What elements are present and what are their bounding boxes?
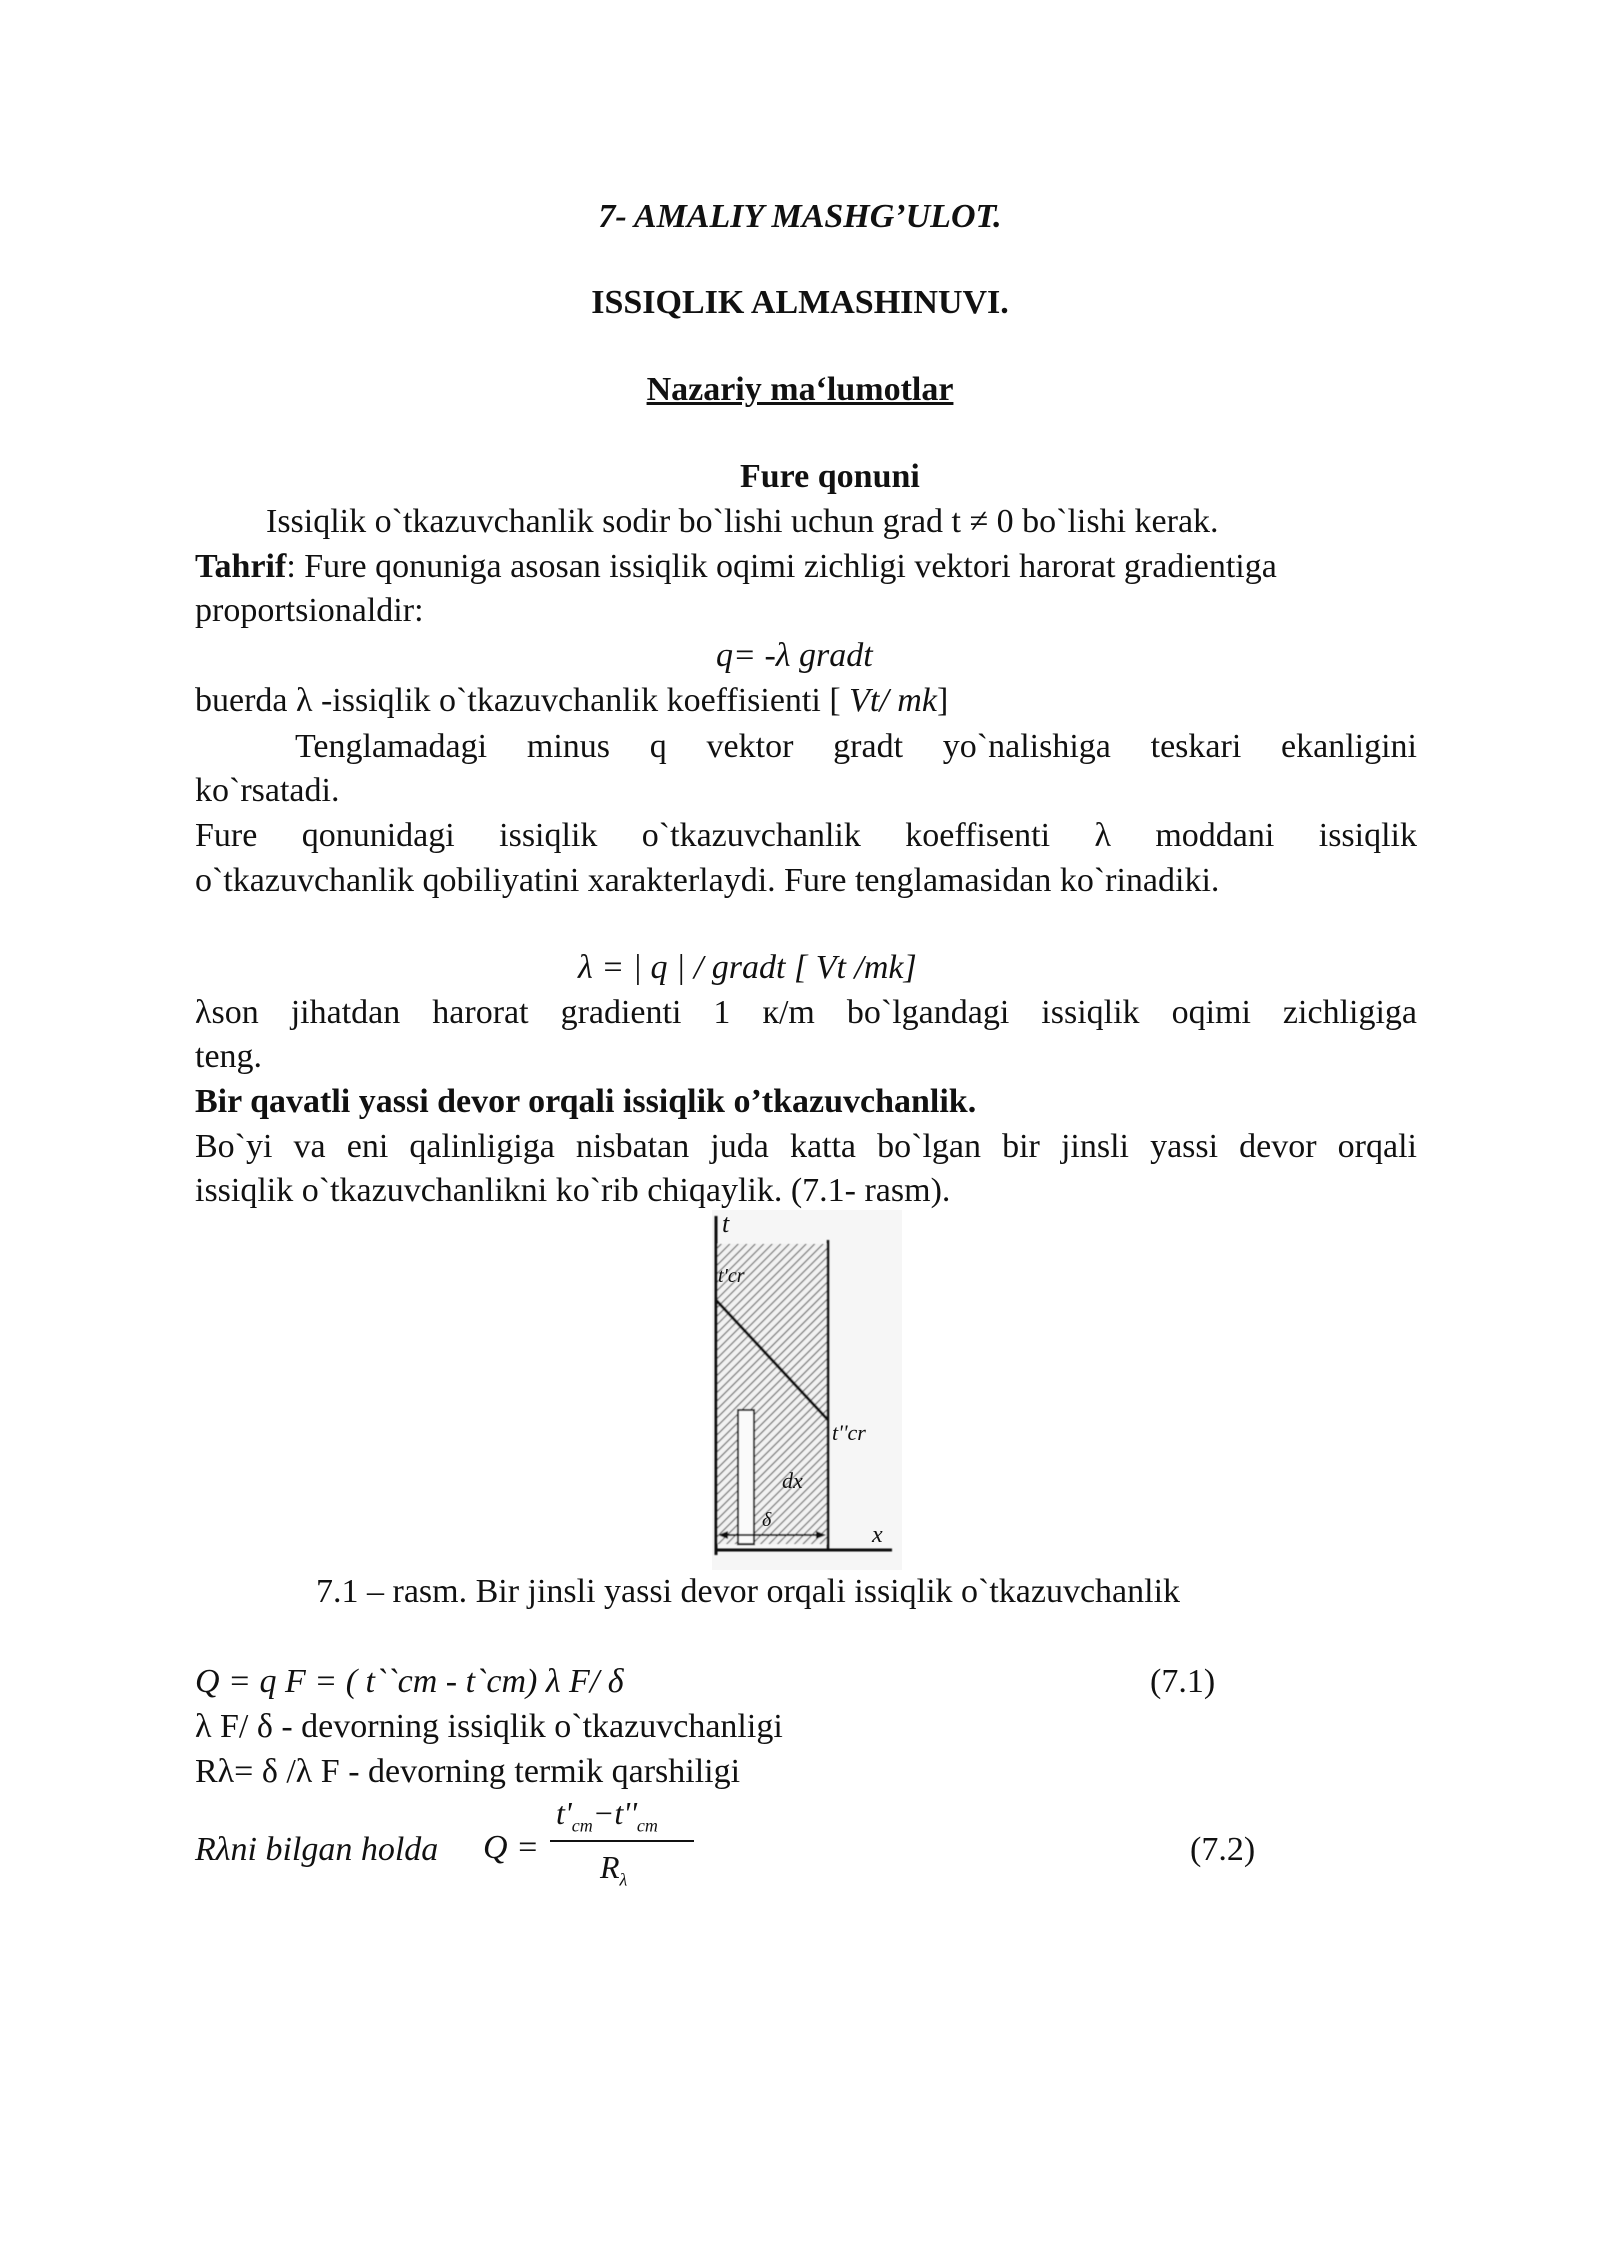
x-label: x — [872, 1522, 883, 1548]
section-heading-2: Bir qavatli yassi devor orqali issiqlik o’tkazuvchanlik. — [195, 1083, 977, 1120]
equation-7-1: Q = q F = ( t``cm - t`cm) λ F/ δ — [195, 1663, 624, 1700]
equation-7-2-fraction — [550, 1794, 694, 1894]
numerator-minus-t2: −t'' — [592, 1795, 637, 1831]
paragraph-2-unit: Vt/ mk — [840, 682, 937, 719]
equation-7-1-number: (7.1) — [1150, 1663, 1216, 1700]
fraction-denominator — [600, 1848, 627, 1898]
paragraph-2-end: ] — [936, 682, 949, 719]
paragraph-4-line-1: Fure qonunidagi issiqlik o`tkazuvchanlik koeffisenti λ moddani issiqlik — [195, 817, 1417, 854]
wall-hatched-region — [716, 1244, 828, 1544]
definition-line — [195, 547, 1277, 587]
wall-diagram — [712, 1210, 902, 1570]
equation-conductance: λ F/ δ - devorning issiqlik o`tkazuvchanligi — [195, 1708, 783, 1745]
definition-label: Tahrif — [195, 548, 287, 585]
paragraph-4-line-2: o`tkazuvchanlik qobiliyatini xarakterlaydi. Fure tenglamasidan ko`rinadiki. — [195, 862, 1220, 899]
equation-7-2-prefix: Rλni bilgan holda — [195, 1831, 439, 1868]
delta-label: δ — [762, 1509, 772, 1531]
section-title — [0, 370, 1600, 410]
paragraph-5-line-1: λson jihatdan harorat gradienti 1 к/m bo`lgandagi issiqlik oqimi zichligiga — [195, 994, 1417, 1031]
paragraph-2 — [195, 681, 948, 721]
topic-title: ISSIQLIK ALMASHINUVI. — [591, 284, 1009, 321]
t-label: t — [722, 1210, 730, 1238]
numerator-t1: t' — [556, 1795, 572, 1831]
equation-7-2-number: (7.2) — [1190, 1831, 1256, 1868]
numerator-sub-2: cm — [636, 1815, 658, 1836]
paragraph-5-line-2: teng. — [195, 1038, 263, 1075]
paragraph-6-line-2: issiqlik o`tkazuvchanlikni ko`rib chiqaylik. (7.1- rasm). — [195, 1172, 951, 1209]
definition-text: : Fure qonuniga asosan issiqlik oqimi zichligi vektori harorat gradientiga — [286, 548, 1277, 585]
formula-fourier: q= -λ gradt — [716, 637, 873, 674]
t2-label: t''cr — [832, 1420, 866, 1445]
paragraph-3-line-1: Tenglamadagi minus q vektor gradt yo`nalishiga teskari ekanligini — [295, 728, 1417, 765]
paragraph-2-text: buerda λ -issiqlik o`tkazuvchanlik koeffisienti [ — [195, 682, 841, 719]
paragraph-3-line-2: ko`rsatadi. — [195, 772, 340, 809]
denominator-r: R — [600, 1849, 620, 1885]
figure-caption: 7.1 – rasm. Bir jinsli yassi devor orqali issiqlik o`tkazuvchanlik — [316, 1573, 1181, 1610]
paragraph-1: Issiqlik o`tkazuvchanlik sodir bo`lishi uchun grad t ≠ 0 bo`lishi kerak. — [266, 503, 1219, 540]
denominator-sub: λ — [619, 1869, 628, 1890]
t1-label: t'cr — [718, 1265, 745, 1287]
equation-7-2-q: Q = — [483, 1829, 539, 1866]
section-title-text: Nazariy ma‘lumotlar — [646, 371, 954, 408]
formula-lambda: λ = | q | / gradt [ Vt /mk] — [578, 949, 917, 986]
numerator-sub-1: cm — [571, 1815, 593, 1836]
fraction-numerator — [556, 1794, 658, 1844]
definition-line-2: proportsionaldir: — [195, 592, 424, 629]
lesson-title: 7- AMALIY MASHG’ULOT. — [598, 198, 1002, 235]
law-title: Fure qonuni — [740, 458, 920, 495]
dx-label: dx — [782, 1468, 803, 1493]
fraction-bar — [550, 1840, 694, 1842]
equation-resistance: Rλ= δ /λ F - devorning termik qarshiligi — [195, 1753, 741, 1790]
paragraph-6-line-1: Bo`yi va eni qalinligiga nisbatan juda katta bo`lgan bir jinsli yassi devor orqali — [195, 1128, 1417, 1165]
dx-layer — [738, 1410, 754, 1544]
wall-figure — [712, 1210, 902, 1570]
